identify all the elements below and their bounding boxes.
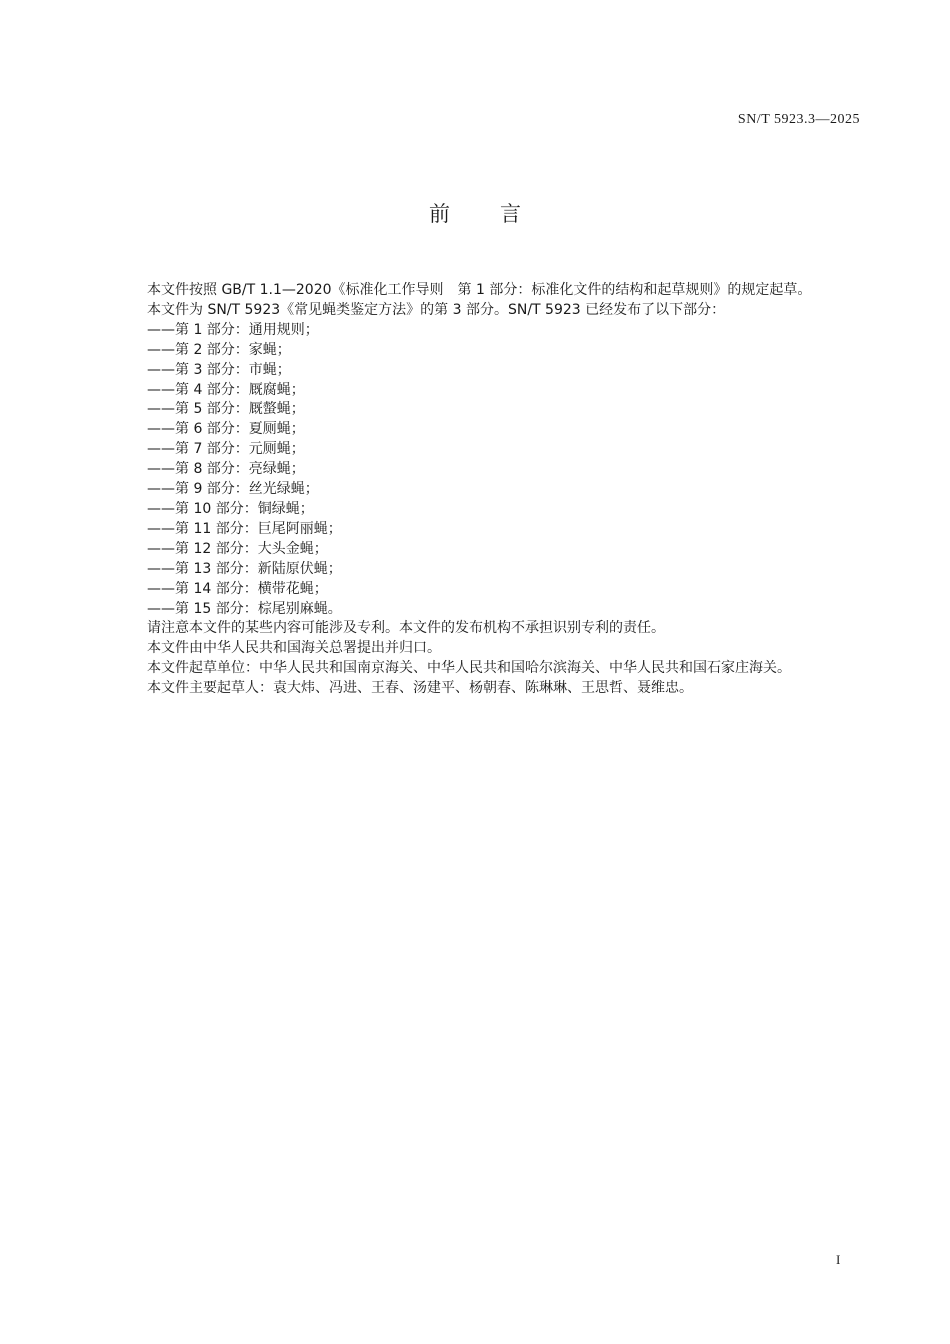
list-item: ——第 10 部分：铜绿蝇；: [147, 500, 314, 517]
list-item: ——第 15 部分：棕尾别麻蝇。: [147, 600, 342, 617]
foreword-body: [113, 281, 860, 699]
page-title: 前言: [429, 202, 571, 226]
list-item: ——第 7 部分：元厕蝇；: [147, 441, 305, 458]
drafters-paragraph: 本文件主要起草人：袁大炜、冯进、王春、汤建平、杨朝春、陈琳琳、王思哲、聂维忠。: [147, 680, 693, 697]
list-item: ——第 1 部分：通用规则；: [147, 321, 319, 338]
list-item: ——第 11 部分：巨尾阿丽蝇；: [147, 520, 342, 537]
drafting-units-paragraph: 本文件起草单位：中华人民共和国南京海关、中华人民共和国哈尔滨海关、中华人民共和国石家庄海关。: [147, 660, 791, 677]
patent-notice: 请注意本文件的某些内容可能涉及专利。本文件的发布机构不承担识别专利的责任。: [147, 620, 665, 637]
drafting-basis-paragraph: 本文件按照 GB/T 1.1—2020《标准化工作导则 第 1 部分：标准化文件的结构和起草规则》的规定起草。: [147, 282, 812, 298]
list-item: ——第 14 部分：横带花蝇；: [147, 580, 328, 597]
list-item: ——第 9 部分：丝光绿蝇；: [147, 481, 319, 498]
list-item: ——第 4 部分：厩腐蝇；: [147, 381, 305, 398]
list-item: ——第 12 部分：大头金蝇；: [147, 540, 328, 557]
page-number: I: [836, 1252, 841, 1267]
list-item: ——第 6 部分：夏厕蝇；: [147, 421, 305, 438]
standard-code: SN/T 5923.3—2025: [737, 112, 860, 127]
list-item: ——第 3 部分：市蝇；: [147, 361, 291, 378]
list-item: ——第 5 部分：厩螫蝇；: [147, 401, 305, 418]
series-intro-paragraph: 本文件为 SN/T 5923《常见蝇类鉴定方法》的第 3 部分。SN/T 5923 已经发布了以下部分：: [147, 301, 726, 318]
list-item: ——第 13 部分：新陆原伏蝇；: [147, 560, 342, 577]
list-item: ——第 2 部分：家蝇；: [147, 341, 291, 358]
list-item: ——第 8 部分：亮绿蝇；: [147, 461, 305, 478]
proposer-paragraph: 本文件由中华人民共和国海关总署提出并归口。: [147, 640, 441, 657]
parts-list: [113, 321, 860, 620]
